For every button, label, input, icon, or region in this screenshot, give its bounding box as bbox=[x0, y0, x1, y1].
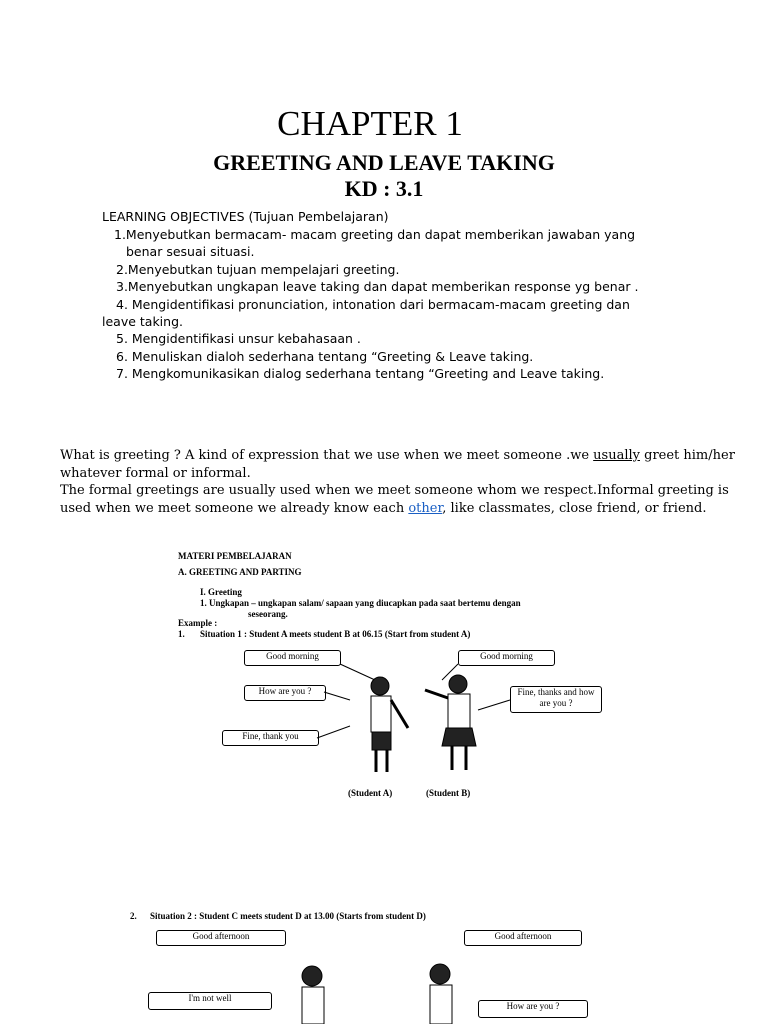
student-a-label: (Student A) bbox=[348, 788, 393, 798]
intro-paragraph: What is greeting ? A kind of expression that we use when we meet someone .we usually greet him/her whatever formal or informal. bbox=[60, 448, 735, 481]
speech-bubble: How are you ? bbox=[244, 685, 326, 701]
chapter-heading: CHAPTER 1 bbox=[277, 104, 463, 143]
speech-bubble: I'm not well bbox=[148, 992, 272, 1010]
objective-line: 5. Mengidentifikasi unsur kebahasaan . bbox=[116, 331, 361, 346]
materi-item: seseorang. bbox=[248, 609, 288, 619]
chapter-title: GREETING AND LEAVE TAKING bbox=[213, 150, 555, 175]
speech-bubble: Good afternoon bbox=[464, 930, 582, 946]
section-a-heading: A. GREETING AND PARTING bbox=[178, 567, 302, 577]
objective-line: 4. Mengidentifikasi pronunciation, intonation dari bermacam-macam greeting dan bbox=[116, 297, 630, 312]
speech-bubble: Good afternoon bbox=[156, 930, 286, 946]
student-d-head bbox=[430, 964, 450, 984]
objective-line: 1.Menyebutkan bermacam- macam greeting dan dapat memberikan jawaban yang bbox=[114, 227, 636, 242]
greeting-subheading: I. Greeting bbox=[200, 587, 242, 597]
situation-number: 1. bbox=[178, 629, 185, 639]
student-b-label: (Student B) bbox=[426, 788, 471, 798]
situation-1-illustration bbox=[210, 640, 610, 800]
materi-item: 1. Ungkapan – ungkapan salam/ sapaan yang diucapkan pada saat bertemu dengan bbox=[200, 598, 521, 608]
situation-number: 2. bbox=[130, 911, 137, 921]
example-label: Example : bbox=[178, 618, 218, 628]
intro-paragraph: The formal greetings are usually used when we meet someone whom we respect.Informal greeting is used when we meet someone we already know each other, like classmates, close friend, or friend. bbox=[60, 483, 729, 516]
objective-line: 3.Menyebutkan ungkapan leave taking dan dapat memberikan response yg benar . bbox=[116, 279, 639, 294]
speech-bubble: How are you ? bbox=[478, 1000, 588, 1018]
objective-line: 7. Mengkomunikasikan dialog sederhana tentang “Greeting and Leave taking. bbox=[116, 366, 605, 381]
kd-label: KD : 3.1 bbox=[344, 176, 424, 201]
objective-line: 2.Menyebutkan tujuan mempelajari greeting. bbox=[116, 262, 400, 277]
objective-line: leave taking. bbox=[102, 314, 183, 329]
student-c-head bbox=[302, 966, 322, 986]
student-b-figure bbox=[425, 675, 476, 770]
other-link[interactable]: other bbox=[408, 500, 443, 516]
situation-2-caption: Situation 2 : Student C meets student D at 13.00 (Starts from student D) bbox=[150, 911, 426, 921]
objective-line: 6. Menuliskan dialoh sederhana tentang “Greeting & Leave taking. bbox=[116, 349, 534, 364]
situation-1-caption: Situation 1 : Student A meets student B at 06.15 (Start from student A) bbox=[200, 629, 471, 639]
speech-bubble: Fine, thanks and how are you ? bbox=[510, 686, 602, 713]
speech-bubble: Fine, thank you bbox=[222, 730, 319, 746]
student-a-figure bbox=[371, 677, 408, 772]
materi-title: MATERI PEMBELAJARAN bbox=[178, 551, 292, 561]
situation-2-illustration bbox=[280, 960, 480, 1024]
speech-bubble: Good morning bbox=[458, 650, 555, 666]
objective-line: benar sesuai situasi. bbox=[126, 244, 255, 259]
objectives-heading: LEARNING OBJECTIVES (Tujuan Pembelajaran) bbox=[102, 209, 389, 224]
speech-bubble: Good morning bbox=[244, 650, 341, 666]
